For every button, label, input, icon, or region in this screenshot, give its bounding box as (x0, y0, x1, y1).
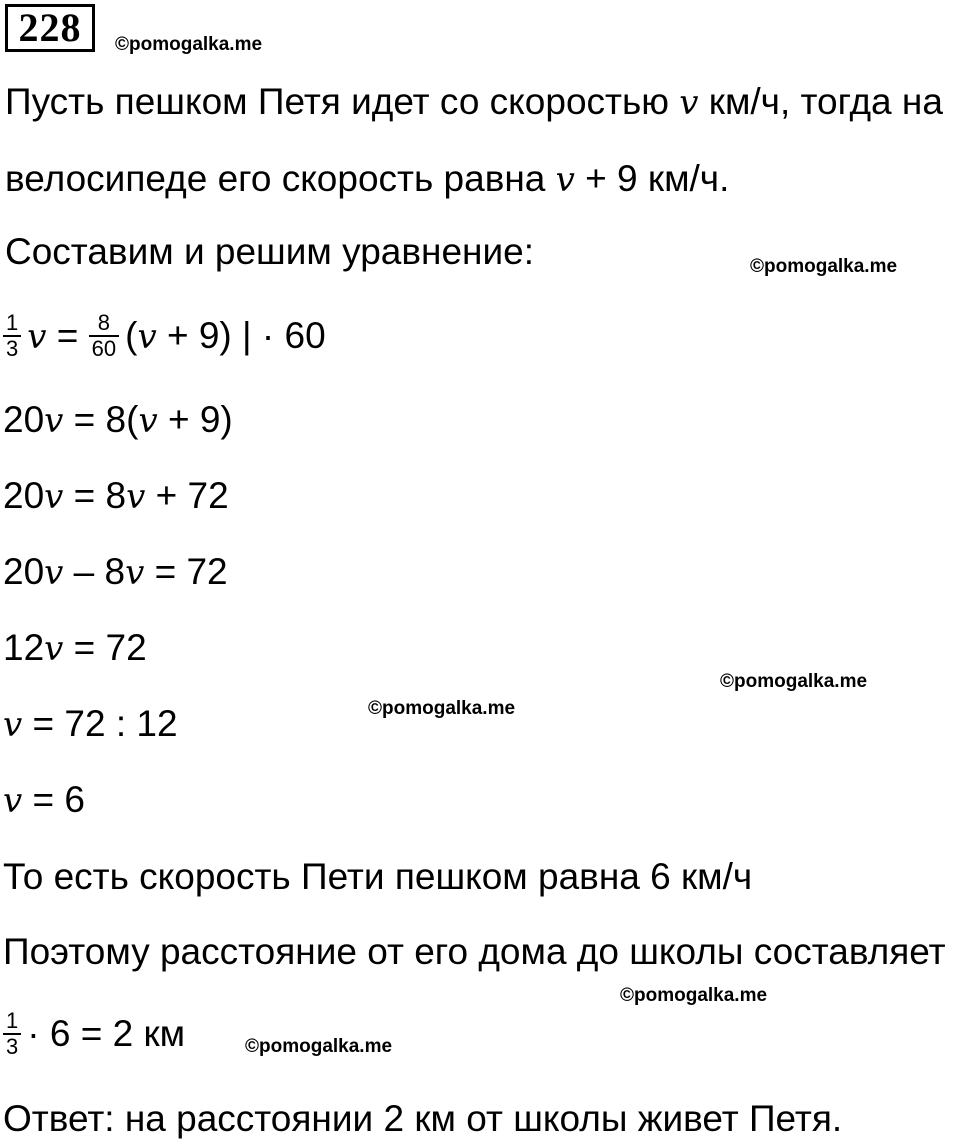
watermark: ©pomogalka.me (245, 1036, 393, 1057)
text: 12 (3, 627, 45, 668)
intro-line-2 (5, 157, 729, 202)
fraction (3, 1009, 21, 1059)
text: – 8 (63, 551, 126, 592)
text: велосипеде его скорость равна (5, 158, 556, 199)
text: = 72 (144, 551, 228, 592)
text: + 72 (145, 475, 229, 516)
denominator: 3 (6, 336, 19, 361)
text: · 6 = 2 км (27, 1012, 186, 1054)
text: = 8( (63, 399, 139, 440)
step-2 (3, 474, 229, 519)
setup-text: Составим и решим уравнение: (5, 231, 534, 272)
problem-number: 228 (5, 4, 95, 52)
watermark: ©pomogalka.me (368, 698, 516, 719)
denominator: 60 (91, 336, 117, 361)
step-5 (3, 702, 178, 747)
text: = 72 (63, 627, 147, 668)
text: 20 (3, 399, 45, 440)
variable: v (3, 781, 23, 821)
text: 20 (3, 551, 45, 592)
conclusion-2: Поэтому расстояние от его дома до школы составляет (3, 931, 946, 972)
variable: v (137, 316, 157, 357)
variable: v (138, 401, 158, 441)
variable: v (126, 477, 146, 517)
text: 20 (3, 475, 45, 516)
text: = 6 (22, 779, 85, 820)
text: + 9 км/ч. (574, 158, 730, 199)
final-calc (3, 1008, 186, 1061)
fraction (89, 311, 119, 361)
watermark: ©pomogalka.me (115, 34, 263, 55)
text: Пусть пешком Петя идет со скоростью (5, 81, 680, 122)
watermark: ©pomogalka.me (750, 256, 898, 277)
variable: v (3, 705, 23, 745)
watermark: ©pomogalka.me (720, 671, 868, 692)
conclusion-1: То есть скорость Пети пешком равна 6 км/ч (3, 856, 753, 897)
numerator: 8 (89, 311, 119, 337)
variable: v (27, 316, 47, 357)
variable: v (679, 83, 699, 123)
text: = (46, 314, 89, 356)
step-6 (3, 778, 85, 823)
numerator: 1 (3, 311, 21, 337)
variable: v (44, 629, 64, 669)
denominator: 3 (6, 1034, 19, 1059)
fraction (3, 311, 21, 361)
text: + 9) | · 60 (156, 314, 326, 356)
step-4 (3, 626, 147, 671)
watermark: ©pomogalka.me (620, 985, 768, 1006)
step-1 (3, 398, 233, 443)
text: + 9) (157, 399, 233, 440)
numerator: 1 (3, 1009, 21, 1035)
text: ( (125, 314, 138, 356)
variable: v (125, 553, 145, 593)
variable: v (44, 401, 64, 441)
text: = 8 (63, 475, 127, 516)
variable: v (44, 553, 64, 593)
step-3 (3, 550, 228, 595)
answer: Ответ: на расстоянии 2 км от школы живет Петя. (3, 1098, 843, 1139)
text: = 72 : 12 (22, 703, 178, 744)
equation-1 (3, 310, 326, 363)
variable: v (555, 160, 575, 200)
text: км/ч, тогда на (698, 81, 943, 122)
intro-line-1 (5, 80, 943, 125)
variable: v (44, 477, 64, 517)
